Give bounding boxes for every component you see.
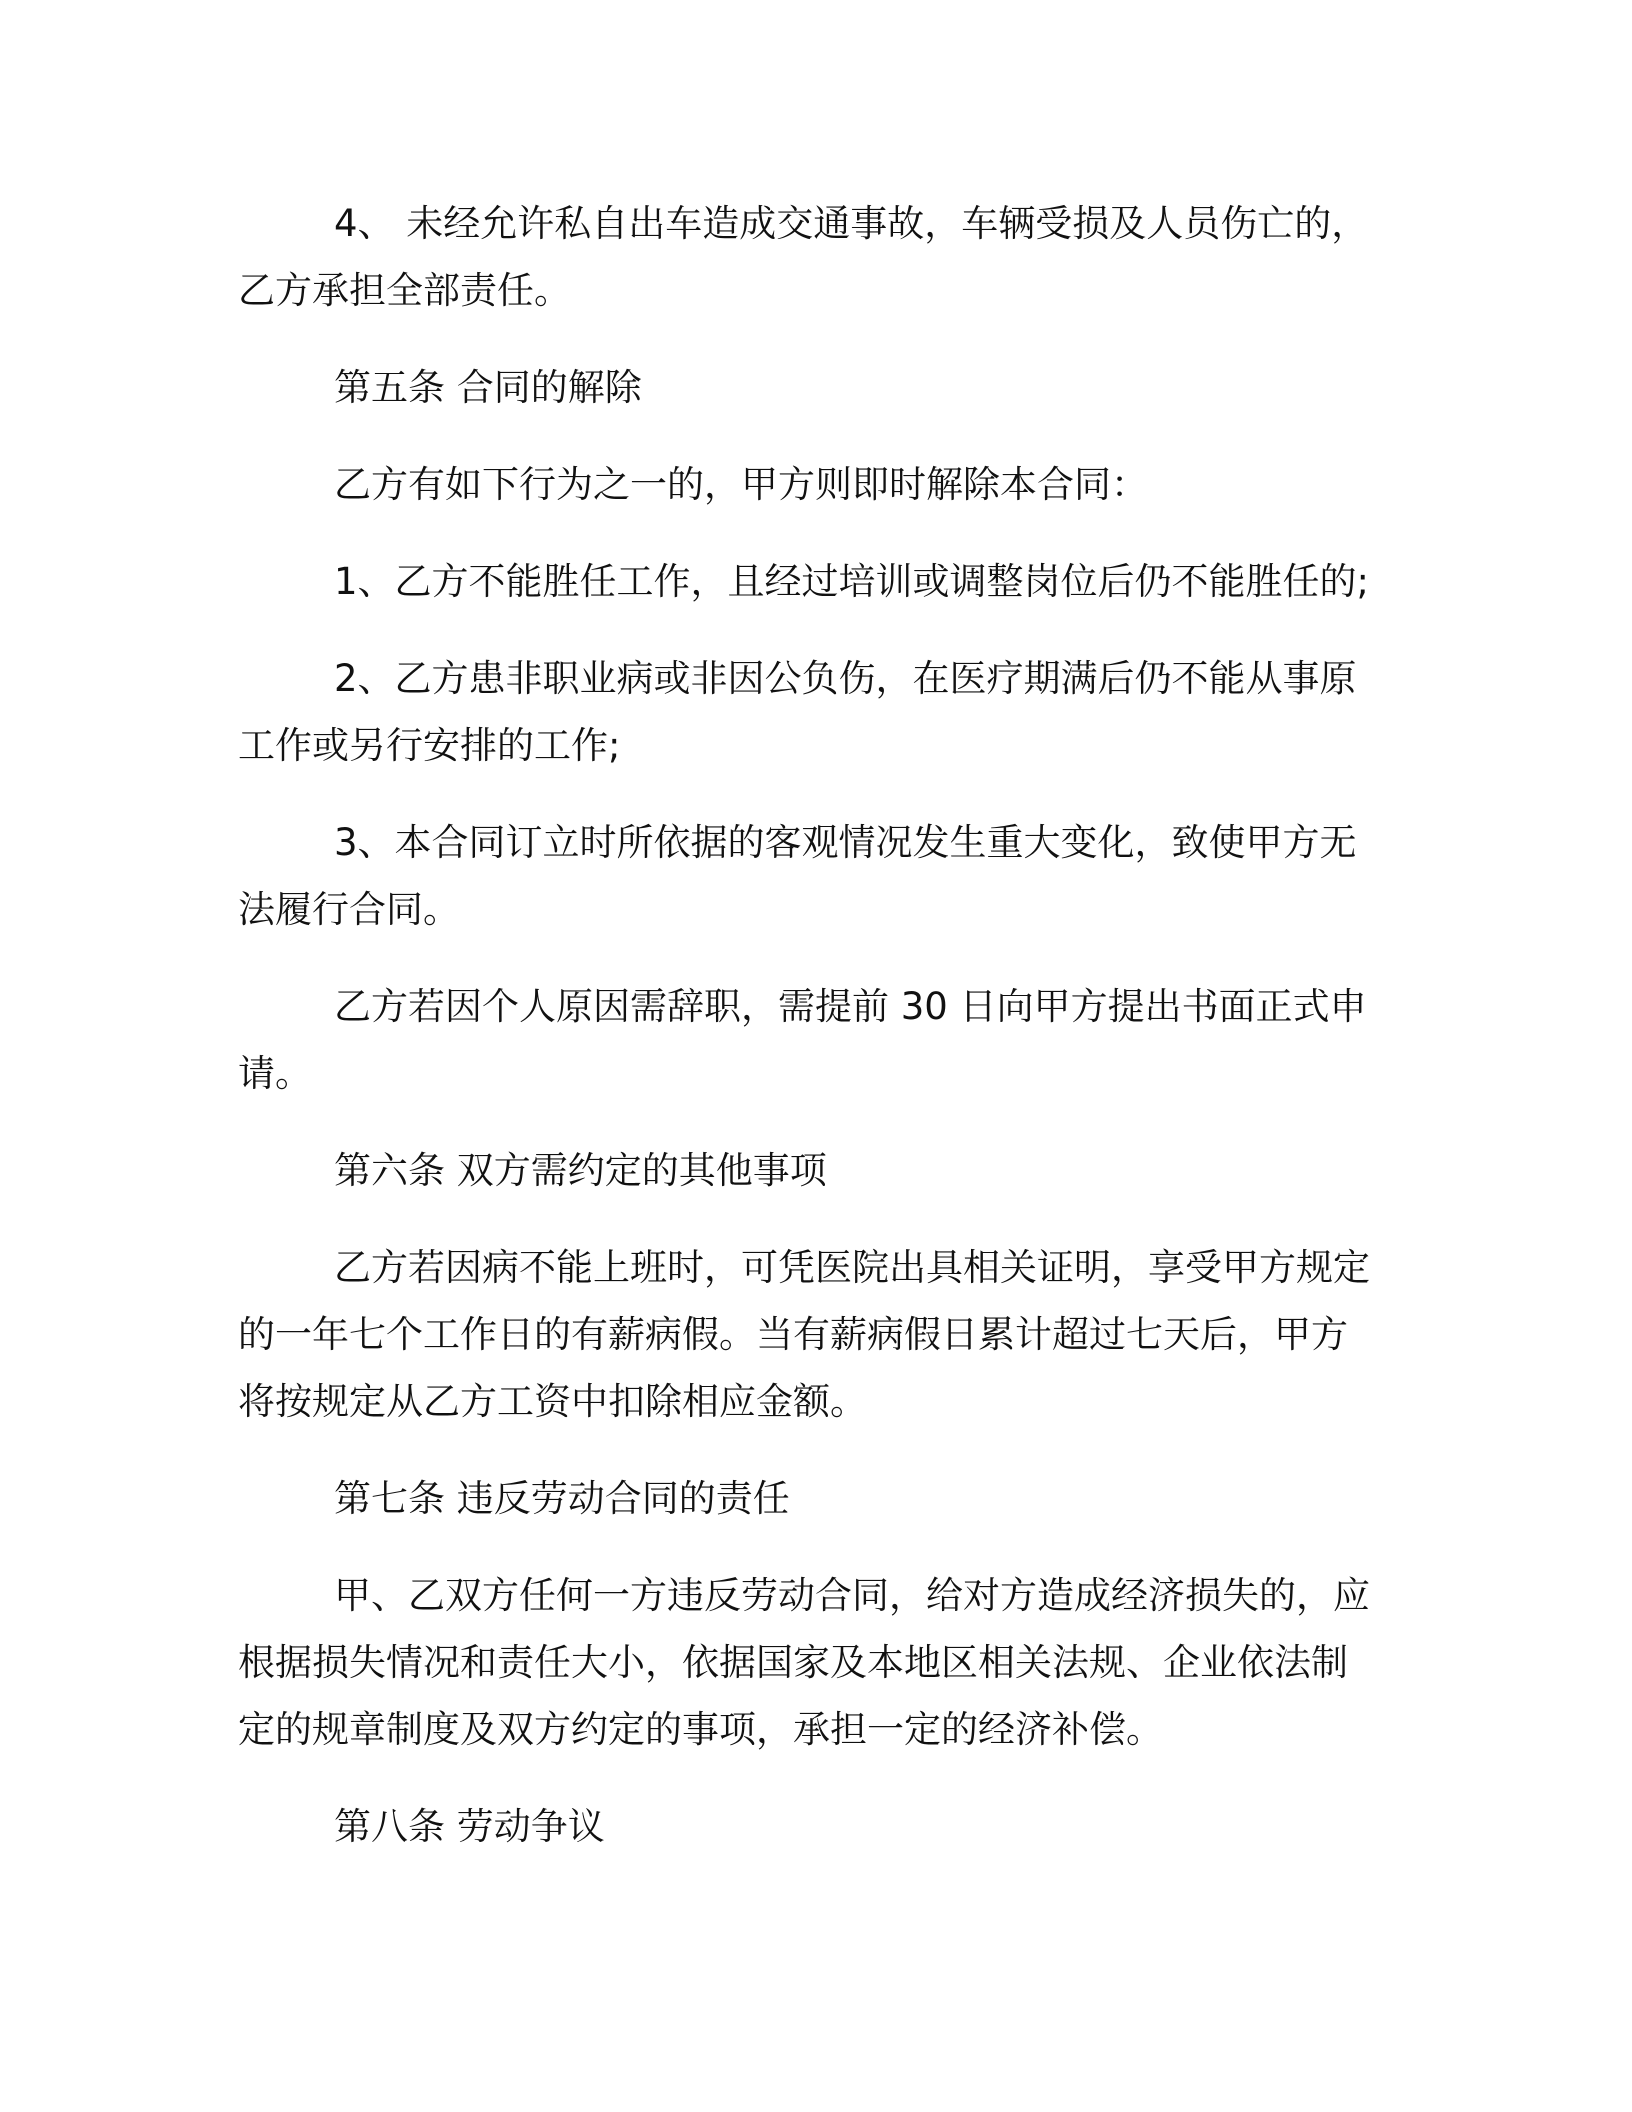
section-heading-7: 第七条 违反劳动合同的责任 bbox=[334, 1477, 790, 1520]
paragraph-item-4: 4、 未经允许私自出车造成交通事故，车辆受损及人员伤亡的，乙方承担全部责任。 bbox=[238, 202, 1369, 312]
paragraph-item-1: 1、乙方不能胜任工作，且经过培训或调整岗位后仍不能胜任的; bbox=[334, 560, 1370, 603]
paragraph-liability: 甲、乙双方任何一方违反劳动合同，给对方造成经济损失的，应根据损失情况和责任大小，依据国家及本地区相关法规、企业依法制定的规章制度及双方约定的事项，承担一定的经济补偿。 bbox=[238, 1574, 1370, 1751]
paragraph-sick-leave: 乙方若因病不能上班时，可凭医院出具相关证明，享受甲方规定的一年七个工作日的有薪病假。当有薪病假日累计超过七天后，甲方将按规定从乙方工资中扣除相应金额。 bbox=[238, 1246, 1370, 1423]
paragraph-termination-intro: 乙方有如下行为之一的，甲方则即时解除本合同： bbox=[334, 463, 1148, 506]
paragraph-item-2: 2、乙方患非职业病或非因公负伤，在医疗期满后仍不能从事原工作或另行安排的工作; bbox=[238, 657, 1357, 767]
paragraph-item-3: 3、本合同订立时所依据的客观情况发生重大变化，致使甲方无法履行合同。 bbox=[238, 821, 1357, 931]
document-page bbox=[238, 190, 1378, 1890]
paragraph-resignation: 乙方若因个人原因需辞职，需提前 30 日向甲方提出书面正式申请。 bbox=[238, 985, 1367, 1095]
section-heading-6: 第六条 双方需约定的其他事项 bbox=[334, 1149, 827, 1192]
section-heading-8: 第八条 劳动争议 bbox=[334, 1805, 605, 1848]
section-heading-5: 第五条 合同的解除 bbox=[334, 366, 642, 409]
